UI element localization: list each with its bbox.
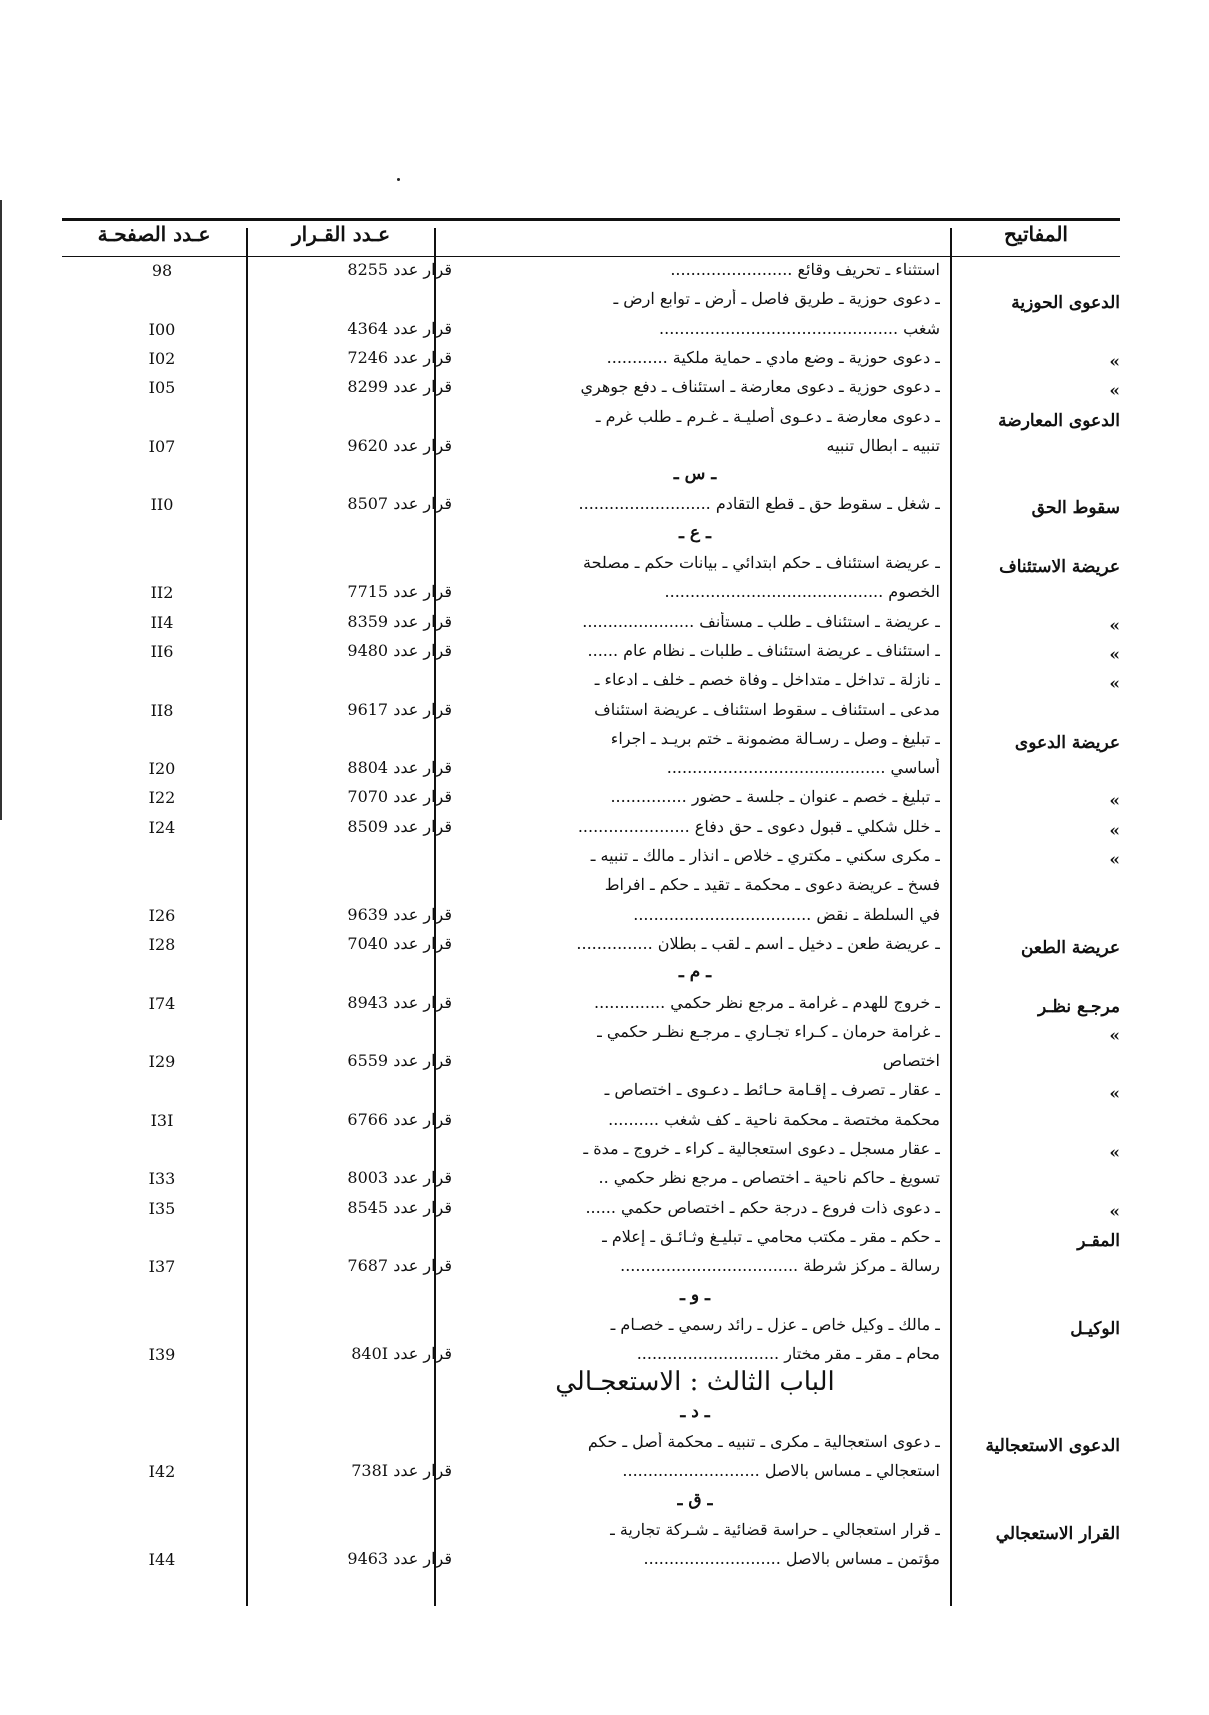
header-page-number: عـدد الصفحـة <box>97 222 211 246</box>
row-page-number: I35 <box>148 1198 176 1218</box>
table-row <box>62 317 1120 344</box>
row-keyword: » <box>1109 1084 1120 1105</box>
row-page-number: I26 <box>148 905 176 925</box>
table-row <box>62 492 1120 519</box>
table-row <box>62 1196 1120 1223</box>
row-decision-number: قرار عدد 7070 <box>347 787 452 807</box>
table-row <box>62 1225 1120 1252</box>
table-row <box>62 1401 1120 1428</box>
row-decision-number: قرار عدد 9480 <box>347 640 452 660</box>
row-page-number: I07 <box>148 436 176 456</box>
row-keyword: » <box>1109 791 1120 812</box>
table-row <box>62 961 1120 988</box>
section-letter: ـ و ـ <box>679 1284 710 1305</box>
row-decision-number: قرار عدد 8545 <box>347 1197 452 1217</box>
section-letter: ـ د ـ <box>680 1401 710 1422</box>
row-keyword: الدعوى الاستعجالية <box>985 1436 1120 1456</box>
table-row <box>62 1108 1120 1135</box>
table-row <box>62 1459 1120 1486</box>
row-description: ـ عريضة ـ استئناف ـ طلب ـ مستأنف ...................... <box>582 611 940 631</box>
header-decision-number: عـدد القـرار <box>291 222 391 246</box>
row-keyword: » <box>1109 820 1120 841</box>
row-page-number: II8 <box>150 700 174 720</box>
row-description: ـ عقار مسجل ـ دعوى استعجالية ـ كراء ـ خروج ـ مدة ـ <box>583 1139 940 1158</box>
row-description: أساسي ........................................... <box>666 758 940 778</box>
table-row <box>62 610 1120 637</box>
row-decision-number: قرار عدد 9463 <box>347 1549 452 1569</box>
row-page-number: I37 <box>148 1257 176 1277</box>
row-decision-number: قرار عدد 8003 <box>347 1168 452 1188</box>
row-page-number: I42 <box>148 1462 176 1482</box>
row-description: اختصاص <box>882 1051 940 1071</box>
row-description: تسويغ ـ حاكم ناحية ـ اختصاص ـ مرجع نظر حكمي .. <box>598 1168 940 1188</box>
table-row <box>62 1137 1120 1164</box>
row-description: ـ استئناف ـ عريضة استئناف ـ طلبات ـ نظام عام ...... <box>587 640 940 660</box>
row-description: ـ خلل شكلي ـ قبول دعوى ـ حق دفاع ...................... <box>577 816 940 836</box>
row-decision-number: قرار عدد 9639 <box>347 904 452 924</box>
row-description: ـ عريضة طعن ـ دخيل ـ اسم ـ لقب ـ بطلان ............... <box>576 933 940 953</box>
table-row <box>62 756 1120 783</box>
row-description: ـ دعوى معارضة ـ دعـوى أصليـة ـ غـرم ـ طلب غرم ـ <box>595 406 940 426</box>
row-page-number: I39 <box>148 1345 176 1365</box>
row-decision-number: قرار عدد 8509 <box>347 816 452 836</box>
row-description: ـ تبليغ ـ خصم ـ عنوان ـ جلسة ـ حضور ............... <box>610 787 940 807</box>
row-decision-number: قرار عدد 8507 <box>347 494 452 514</box>
row-page-number: I29 <box>148 1052 176 1072</box>
row-decision-number: قرار عدد 6559 <box>347 1051 452 1071</box>
row-description: محام ـ مقر ـ مقر مختار ............................ <box>636 1344 940 1364</box>
row-description: استعجالي ـ مساس بالاصل ........................... <box>622 1461 940 1481</box>
row-decision-number: قرار عدد 7040 <box>347 933 452 953</box>
table-row <box>62 639 1120 666</box>
row-decision-number: قرار عدد 6766 <box>347 1109 452 1129</box>
table-row <box>62 1078 1120 1105</box>
row-description: الخصوم ........................................... <box>664 582 940 602</box>
row-decision-number: قرار عدد 840I <box>351 1344 452 1364</box>
row-keyword: » <box>1109 674 1120 695</box>
table-row <box>62 668 1120 695</box>
table-row <box>62 1284 1120 1311</box>
row-keyword: الدعوى المعارضة <box>998 410 1120 431</box>
row-page-number: I20 <box>148 759 176 779</box>
row-description: استثناء ـ تحريف وقائع ........................ <box>670 260 940 279</box>
table-row <box>62 1166 1120 1193</box>
table-row <box>62 551 1120 578</box>
row-keyword: عريضة الطعن <box>1020 937 1120 958</box>
row-description: في السلطة ـ نقض ................................... <box>633 904 940 924</box>
row-page-number: I33 <box>148 1169 176 1189</box>
table-row <box>62 727 1120 754</box>
table-row <box>62 844 1120 871</box>
row-description: ـ دعوى حوزية ـ وضع مادي ـ حماية ملكية ............ <box>606 347 940 367</box>
row-description: رسالة ـ مركز شرطة ................................... <box>620 1256 940 1276</box>
table-row <box>62 258 1120 285</box>
row-description: ـ دعوى حوزية ـ دعوى معارضة ـ استئناف ـ دفع جوهري <box>580 377 940 397</box>
row-keyword: » <box>1109 644 1120 665</box>
section-letter: ـ ق ـ <box>677 1489 713 1510</box>
row-description: ـ غرامة حرمان ـ كـراء تجـاري ـ مرجـع نظـر حكمي ـ <box>597 1021 940 1041</box>
row-page-number: I44 <box>148 1550 176 1570</box>
row-description: ـ مالك ـ وكيل خاص ـ عزل ـ رائد رسمي ـ خصـام ـ <box>610 1314 940 1334</box>
row-decision-number: قرار عدد 9617 <box>347 699 452 719</box>
table-row <box>62 1049 1120 1076</box>
row-keyword: » <box>1109 381 1120 402</box>
row-description: ـ دعوى استعجالية ـ مكرى ـ تنبيه ـ محكمة أصل ـ حكم <box>587 1432 940 1451</box>
row-description: مدعى ـ استئناف ـ سقوط استئناف ـ عريضة استئناف <box>594 699 940 719</box>
row-keyword: » <box>1109 850 1120 870</box>
row-page-number: I02 <box>148 348 176 368</box>
row-page-number: I22 <box>148 788 176 808</box>
section-letter: ـ ع ـ <box>679 522 711 543</box>
table-row <box>62 463 1120 490</box>
chapter-heading: الباب الثالث : الاستعجـالي <box>555 1367 835 1398</box>
row-decision-number: قرار عدد 7715 <box>347 582 452 602</box>
row-keyword: المقـر <box>1077 1230 1120 1251</box>
row-description: ـ دعوى حوزية ـ طريق فاصل ـ أرض ـ توابع ارض ـ <box>613 289 940 309</box>
table-row <box>62 1518 1120 1545</box>
row-page-number: II4 <box>150 612 174 632</box>
row-decision-number: قرار عدد 738I <box>351 1461 452 1481</box>
table-row <box>62 1254 1120 1281</box>
table-row <box>62 405 1120 432</box>
scan-dot <box>397 178 400 181</box>
row-description: فسخ ـ عريضة دعوى ـ محكمة ـ تقيد ـ حكم ـ افراط <box>604 875 940 895</box>
row-decision-number: قرار عدد 9620 <box>347 435 452 455</box>
table-row <box>62 287 1120 314</box>
row-description: ـ مكرى سكني ـ مكتري ـ خلاص ـ انذار ـ مالك ـ تنبيه ـ <box>590 846 940 865</box>
row-page-number: I28 <box>148 934 176 954</box>
row-decision-number: قرار عدد 8359 <box>347 611 452 631</box>
row-keyword: الدعوى الحوزية <box>1011 293 1120 314</box>
table-row <box>62 698 1120 725</box>
row-description: ـ عريضة استئناف ـ حكم ابتدائي ـ بيانات حكم ـ مصلحة <box>583 553 940 572</box>
row-decision-number: قرار عدد 8804 <box>347 758 452 778</box>
row-description: ـ عقار ـ تصرف ـ إقـامة حـائط ـ دعـوى ـ اختصاص ـ <box>604 1080 940 1100</box>
row-page-number: I74 <box>148 993 176 1013</box>
table-row <box>62 1547 1120 1574</box>
table-row <box>62 1313 1120 1340</box>
table-header-rule <box>62 256 1120 257</box>
row-description: ـ نازلة ـ تداخل ـ متداخل ـ وفاة خصم ـ خلف ـ ادعاء ـ <box>594 670 940 690</box>
row-page-number: II0 <box>150 495 174 515</box>
table-row <box>62 873 1120 900</box>
section-letter: ـ س ـ <box>673 464 717 485</box>
row-decision-number: قرار عدد 7246 <box>347 347 452 367</box>
row-description: ـ شغل ـ سقوط حق ـ قطع التقادم .......................... <box>578 494 940 514</box>
table-row <box>62 522 1120 549</box>
row-decision-number: قرار عدد 4364 <box>347 318 452 338</box>
row-keyword: عريضة الدعوى <box>1014 732 1120 753</box>
row-description: تنبيه ـ ابطال تنبيه <box>826 435 940 455</box>
row-description: مؤتمن ـ مساس بالاصل ........................... <box>643 1549 940 1569</box>
row-keyword: » <box>1109 351 1120 372</box>
row-keyword: » <box>1109 615 1120 636</box>
row-keyword: عريضة الاستئناف <box>999 557 1120 577</box>
row-description: ـ قرار استعجالي ـ حراسة قضائية ـ شـركة تجارية ـ <box>610 1519 940 1539</box>
row-keyword: سقوط الحق <box>1031 498 1120 519</box>
row-keyword: » <box>1109 1143 1120 1163</box>
row-page-number: 98 <box>151 261 173 280</box>
scan-edge <box>0 200 2 820</box>
row-page-number: II2 <box>150 583 174 603</box>
header-keywords: المفاتيح <box>1004 222 1068 246</box>
row-description: شغب ............................................... <box>659 318 940 338</box>
table-row <box>62 1430 1120 1457</box>
table-row <box>62 1342 1120 1369</box>
table-row <box>62 434 1120 461</box>
table-row <box>62 375 1120 402</box>
table-row <box>62 1489 1120 1516</box>
table-row <box>62 932 1120 959</box>
row-keyword: القرار الاستعجالي <box>995 1523 1120 1544</box>
row-decision-number: قرار عدد 8943 <box>347 992 452 1012</box>
row-page-number: I00 <box>148 319 176 339</box>
table-row <box>62 991 1120 1018</box>
index-table <box>62 218 1120 1606</box>
table-row <box>62 785 1120 812</box>
row-description: ـ حكم ـ مقر ـ مكتب محامي ـ تبليـغ وثـائـق ـ إعلام ـ <box>602 1226 940 1246</box>
row-description: ـ تبليغ ـ وصل ـ رسـالة مضمونة ـ ختم بريـد ـ اجراء <box>610 728 940 748</box>
row-description: محكمة مختصة ـ محكمة ناحية ـ كف شغب .......... <box>608 1109 940 1129</box>
row-decision-number: قرار عدد 7687 <box>347 1256 452 1276</box>
row-page-number: II6 <box>150 641 174 661</box>
row-page-number: I3I <box>150 1110 174 1130</box>
row-decision-number: قرار عدد 8255 <box>347 260 452 279</box>
table-row <box>62 580 1120 607</box>
section-letter: ـ م ـ <box>678 962 712 983</box>
row-keyword: الوكيـل <box>1070 1318 1120 1339</box>
row-keyword: » <box>1109 1025 1120 1046</box>
table-row <box>62 346 1120 373</box>
row-page-number: I05 <box>148 378 176 398</box>
table-row <box>62 903 1120 930</box>
row-page-number: I24 <box>148 817 176 837</box>
table-row <box>62 815 1120 842</box>
table-top-rule <box>62 218 1120 221</box>
row-keyword: » <box>1109 1201 1120 1222</box>
row-description: ـ خروج للهدم ـ غرامة ـ مرجع نظر حكمي .............. <box>594 992 940 1012</box>
row-decision-number: قرار عدد 8299 <box>347 377 452 397</box>
table-row <box>62 1367 1120 1398</box>
table-row <box>62 1020 1120 1047</box>
row-description: ـ دعوى ذات فروع ـ درجة حكم ـ اختصاص حكمي ...... <box>585 1197 940 1217</box>
row-keyword: مرجـع نظـر <box>1038 996 1120 1017</box>
